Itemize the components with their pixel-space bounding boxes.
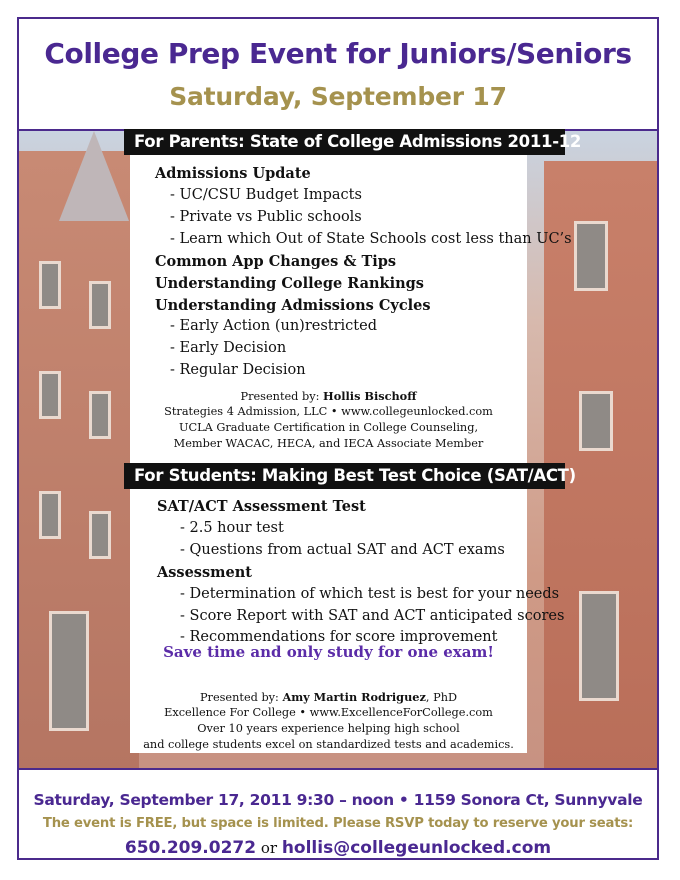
students-item: - 2.5 hour test [180, 520, 284, 536]
students-item: - Questions from actual SAT and ACT exams [180, 542, 505, 558]
parents-item: - Regular Decision [170, 362, 306, 378]
parents-presenter-cert: UCLA Graduate Certification in College Counseling, [178, 421, 479, 434]
parents-item: - Learn which Out of State Schools cost less than UC’s [170, 231, 572, 247]
parents-item: Understanding Admissions Cycles [155, 297, 431, 314]
email-link[interactable]: hollis@collegeunlocked.com [281, 838, 552, 858]
flyer-footer [19, 772, 657, 860]
event-title: College Prep Event for Juniors/Seniors [44, 37, 632, 70]
students-item: Assessment [157, 564, 252, 581]
presenter-name: Amy Martin Rodriguez [282, 690, 426, 704]
students-item: - Score Report with SAT and ACT anticipated scores [180, 608, 565, 624]
students-item: - Determination of which test is best for your needs [180, 586, 560, 602]
event-date-heading: Saturday, September 17 [169, 82, 507, 111]
parents-item: Common App Changes & Tips [155, 253, 397, 270]
parents-item: Understanding College Rankings [155, 275, 424, 292]
or-text: or [256, 839, 282, 857]
event-details: Saturday, September 17, 2011 9:30 – noon • 1159 Sonora Ct, Sunnyvale [33, 791, 643, 809]
parents-presenter [130, 389, 527, 403]
parents-item: - Early Action (un)restricted [170, 318, 377, 334]
students-presenter-exp: and college students excel on standardized tests and academics. [143, 738, 514, 751]
parents-presenter-member: Member WACAC, HECA, and IECA Associate Member [173, 437, 484, 450]
students-presenter [130, 690, 527, 704]
parents-section-heading: For Parents: State of College Admissions 2011-12 [124, 129, 565, 155]
students-presenter-exp: Over 10 years experience helping high school [197, 722, 460, 735]
students-item: - Recommendations for score improvement [180, 629, 498, 645]
parents-item: - UC/CSU Budget Impacts [170, 187, 362, 203]
parents-presenter-org: Strategies 4 Admission, LLC • www.collegeunlocked.com [164, 405, 493, 418]
parents-item: - Early Decision [170, 340, 287, 356]
presenter-label: Presented by: [199, 691, 283, 704]
students-presenter-org: Excellence For College • www.ExcellenceForCollege.com [164, 706, 493, 719]
parents-item: Admissions Update [155, 165, 311, 182]
presenter-name: Hollis Bischoff [323, 389, 417, 403]
presenter-suffix: , PhD [425, 691, 458, 704]
students-item: SAT/ACT Assessment Test [157, 498, 366, 515]
phone-number[interactable]: 650.209.0272 [124, 838, 257, 858]
parents-item: - Private vs Public schools [170, 209, 362, 225]
students-section-heading: For Students: Making Best Test Choice (SAT/ACT) [124, 463, 565, 489]
presenter-label: Presented by: [240, 390, 324, 403]
contact-line [19, 838, 657, 858]
rsvp-note: The event is FREE, but space is limited. Please RSVP today to reserve your seats: [42, 816, 634, 831]
students-tagline: Save time and only study for one exam! [163, 643, 494, 661]
